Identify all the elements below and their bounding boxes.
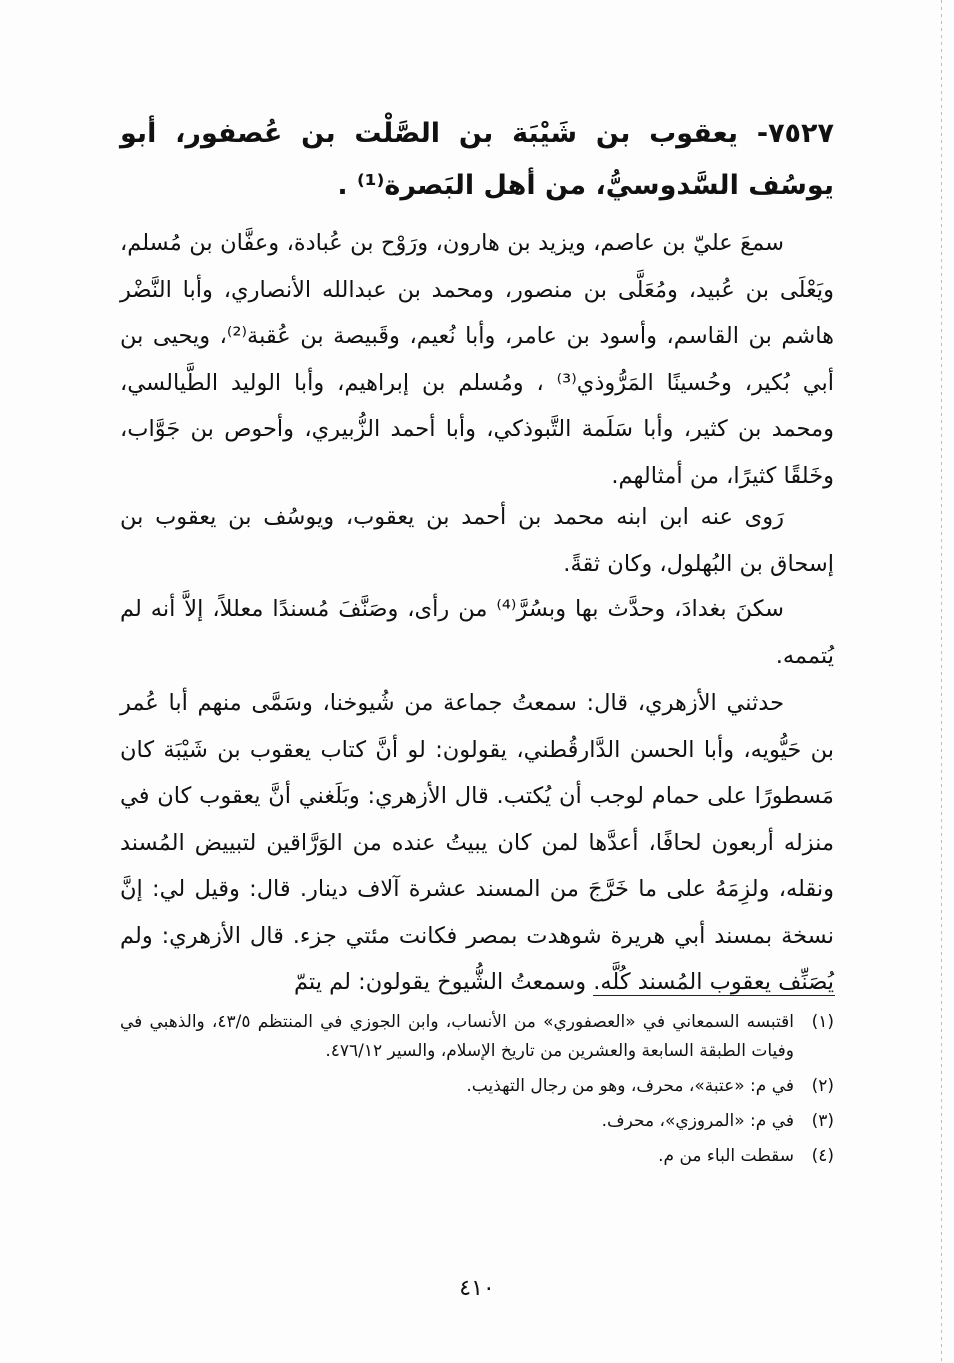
footnote-number: (١) (811, 1012, 834, 1032)
footnote-text: في م: «عتبة»، محرف، وهو من رجال التهذيب. (466, 1076, 794, 1096)
footnote-item (120, 1107, 834, 1136)
paragraph-residence: سكنَ بغدادَ، وحدَّث بها وبسُرَّ⁽⁴⁾ من رأى، وصَنَّفَ مُسندًا معللاً، إلاَّ أنه لم يُتممه. (120, 596, 834, 669)
footnote-number: (٢) (811, 1076, 834, 1096)
entry-heading: ٧٥٢٧- يعقوب بن شَيْبَة بن الصَّلْت بن عُصفور، أبو يوسُف السَّدوسيُّ، من أهل البَصرة⁽¹⁾ . (120, 118, 834, 201)
footnote-number: (٤) (811, 1146, 834, 1166)
page-number: ٤١٠ (459, 1276, 495, 1301)
footnote-text: في م: «المروزي»، محرف. (601, 1111, 794, 1131)
paragraph-teachers: سمعَ عليّ بن عاصم، ويزيد بن هارون، ورَوْح بن عُبادة، وعفَّان بن مُسلم، ويَعْلَى بن عُبيد، ومُعَلَّى بن منصور، ومحمد بن عبدالله الأنصاري، وأبا النَّضْر هاشم بن القاسم، وأسود بن عامر، وأبا نُعيم، وقَبيصة بن عُقبة⁽²⁾، ويحيى بن أبي بُكير، وحُسينًا المَرُّوذي⁽³⁾ ، ومُسلم بن إبراهيم، وأبا الوليد الطَّيالسي، ومحمد بن كثير، وأبا سَلَمة التَّبوذكي، وأبا أحمد الزُّبيري، وأحوص بن جَوَّاب، وخَلقًا كثيرًا، من أمثالهم. (120, 230, 834, 489)
footnote-number: (٣) (811, 1111, 834, 1131)
footnote-text: سقطت الباء من م. (658, 1146, 794, 1166)
paragraph-narration: حدثني الأزهري، قال: سمعتُ جماعة من شُيوخنا، وسَمَّى منهم أبا عُمر بن حَيُّويه، وأبا الحسن الدَّارقُطني، يقولون: لو أنَّ كتاب يعقوب بن شَيْبَة كان مَسطورًا على حمام لوجب أن يُكتب. قال الأزهري: وبَلَغني أنَّ يعقوب كان في منزله أربعون لحافًا، أعدَّها لمن كان يبيتُ عنده من الوَرَّاقين لتبييض المُسند ونقله، ولزِمَهُ على ما خَرَّجَ من المسند عشرة آلاف دينار. قال: وقيل لي: إنَّ نسخة بمسند أبي هريرة شوهدت بمصر فكانت مئتي جزء. قال الأزهري: ولم يُصَنِّف يعقوب المُسند كُلَّه. وسمعتُ الشُّيوخ يقولون: لم يتمّ (120, 690, 834, 995)
page-edge-line (941, 0, 942, 1363)
footnotes (120, 1008, 834, 1177)
paragraph-students: رَوى عنه ابن ابنه محمد بن أحمد بن يعقوب، ويوسُف بن يعقوب بن إسحاق بن البُهلول، وكان ثقةً. (120, 504, 834, 577)
footnote-text: اقتبسه السمعاني في «العصفوري» من الأنساب، وابن الجوزي في المنتظم ٤٣/٥، والذهبي في وفيات الطبقة السابعة والعشرين من تاريخ الإسلام، والسير ٤٧٦/١٢. (120, 1012, 794, 1061)
footnote-separator (593, 995, 835, 996)
footnote-item (120, 1072, 834, 1101)
footnote-item (120, 1142, 834, 1171)
footnote-item (120, 1008, 834, 1066)
